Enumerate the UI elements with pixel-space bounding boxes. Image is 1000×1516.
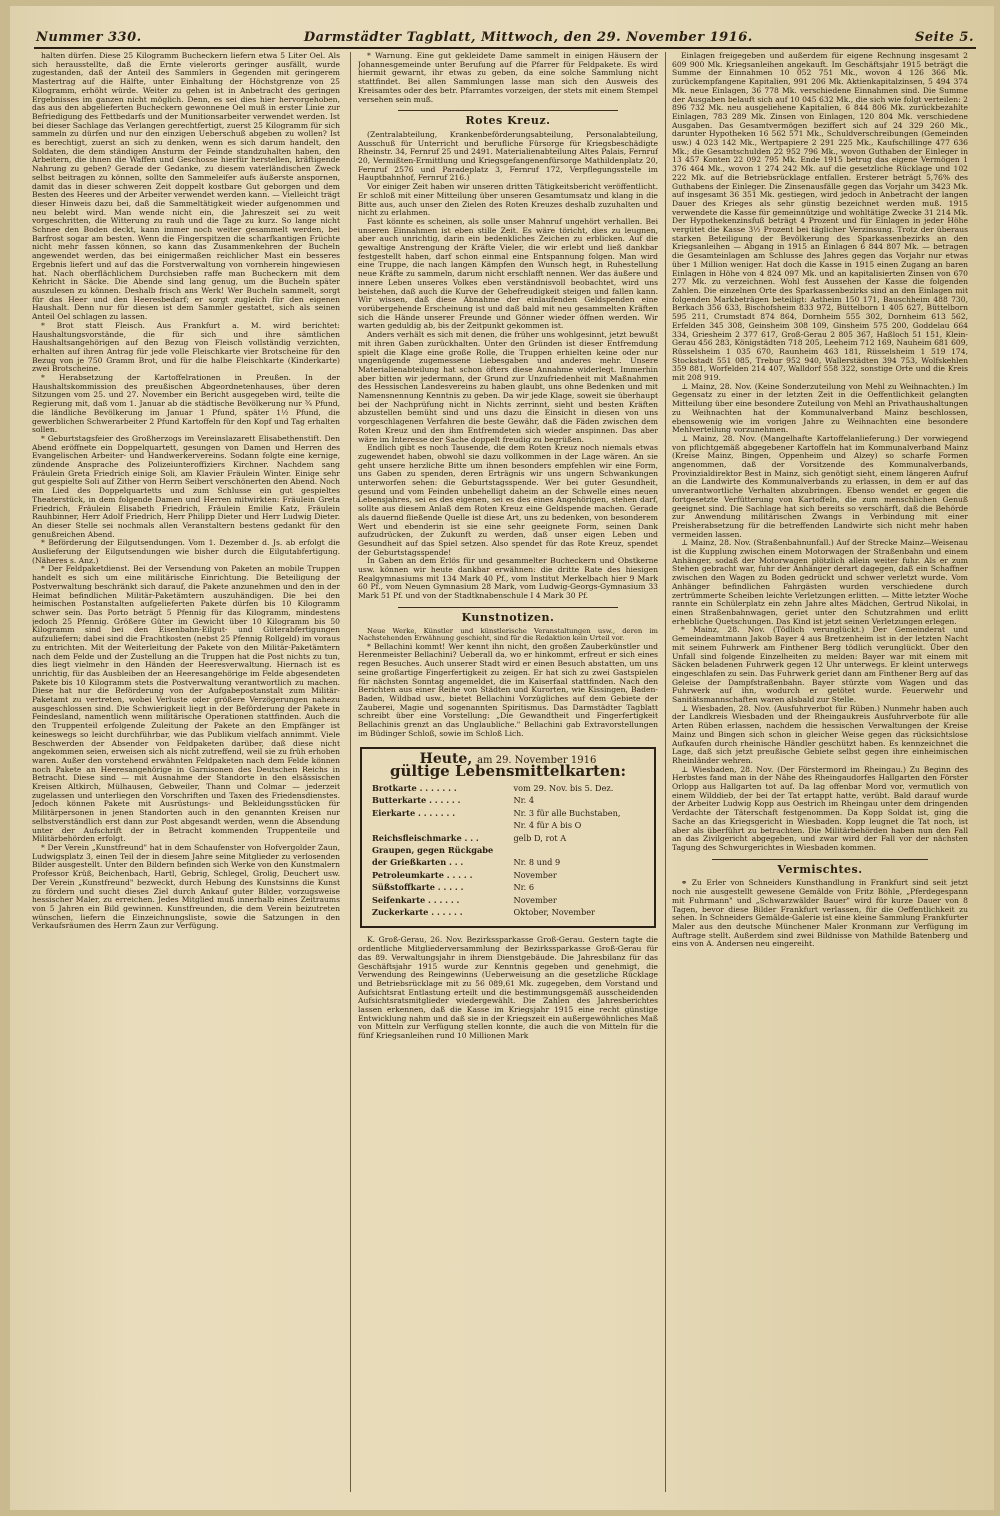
column-middle (358, 52, 658, 1492)
article-wiesbaden-foerstermord: ⊥ Wiesbaden, 28. Nov. (Der Förstermord im Rheingau.) Zu Beginn des Herbstes fand man in der Nähe des Rheingaudorfes Hallgarten den Förster Orlopp aus Hallgarten tot auf. Da lag offenbar Mord vor, vermutlich von einem Wilddieb, der bei der Tat ertappt hatte, verübt. Bald darauf wurde der Arbeiter Ludwig Kopp aus Oestrich im Rheingau unter dem dringenden Verdachte der Täterschaft festgenommen. Da Kopp Soldat ist, ging die Sache an das Kriegsgericht in Wiesbaden. Kopp leugnet die Tat noch, ist aber als überführt zu betrachten. Die Militärbehörden haben nun den Fall an das Zivilgericht abgegeben, und zwar wird der Fall vor der nächsten Tagung des Schwurgerichtes in Wiesbaden kommen. (672, 764, 968, 852)
article-feldpaketdienst: * Der Feldpaketdienst. Bei der Versendung von Paketen an mobile Truppen handelt es sich um eine militärische Einrichtung. Die Beteiligung der Postverwaltung beschränkt sich darauf, die Pakete anzunehmen und den in der Heimat befindlichen Militär-Paketämtern auszuhändigen. Die bei den heimischen Postanstalten aufgelieferten Pakete dürfen bis 10 Kilogramm schwer sein. Das Porto beträgt 5 Pfennig für das Kilogramm, mindestens jedoch 25 Pfennig. Größere Güter im Gewicht über 10 Kilogramm bis 50 Kilogramm sind bei den Eisenbahn-Eilgut- und Güterabfertigungen aufzuliefern; dabei sind die Frachtkosten (nebst 25 Pfennig Rollgeld) im voraus zu entrichten. Mit der Weiterleitung der Pakete von den Militär-Paketämtern nach dem Felde und der Zustellung an die Truppen hat die Post nichts zu tun, dies liegt vielmehr in den Händen der Heeresverwaltung. Hiernach ist es unrichtig, für das Ausbleiben der an Heeresangehörige im Felde abgesendeten Pakete bis 10 Kilogramm stets die Postverwaltung verantwortlich zu machen. Diese hat nur die Beförderung von der Aufgabepostanstalt zum Militär-Paketamt zu vertreten, wobei Verluste oder größere Verzögerungen nahezu ausgeschlossen sind. Die Schwierigkeit liegt in der Beförderung der Pakete in Feindesland, namentlich wenn militärische Operationen stattfinden. Auch die den Truppenteil erfolgende Zuleitung der Pakete an den Empfänger ist keineswegs so leicht durchführbar, wie das Publikum vielfach annimmt. Viele Beschwerden der Absender von Feldpaketen darüber, daß diese nicht angekommen seien, erweisen sich als nicht zutreffend, weil sie zu früh erhoben waren. Außer den vorstehend erwähnten Feldpaketen nach dem Felde können noch Pakete an Heeresangehörige in Garnisonen des Deutschen Reichs in Betracht. Diese sind — mit Ausnahme der Standorte in den elsässischen Kreisen Altkirch, Mülhausen, Gebweiler, Thann und Colmar — jederzeit zugelassen und unterliegen den Vorschriften und Taxen des Friedensdienstes. Jedoch können Pakete mit Ausrüstungs- und Bekleidungsstücken für Militärpersonen in jenen Standorten auch in den genannten Kreisen nur selbstverständlich erst dann zur Post abgesandt werden, wenn die Absendung unter der Aufschrift der in Betracht kommenden Truppenteile und Militärbehörden erfolgt. (32, 564, 340, 844)
article-warnung: * Warnung. Eine gut gekleidete Dame sammelt in einigen Häusern der Johannesgemeinde unter Berufung auf die Pfarrer für Feldpakete. Es wird hiermit gewarnt, ihr etwas zu geben, da eine solche Sammlung nicht stattfindet. Bei allen Sammlungen lasse man sich den Ausweis des Kreisamtes oder des betr. Pfarramtes vorzeigen, der stets mit einem Stempel versehen sein muß. (358, 52, 658, 104)
ration-card-row (372, 894, 644, 906)
ration-card-row (372, 869, 644, 881)
ration-card-row (372, 819, 644, 831)
article-kartoffelrationen: * Herabsetzung der Kartoffelrationen in Preußen. In der Haushaltskommission des preußischen Abgeordnetenhauses, über deren Sitzungen vom 25. und 27. November ein Bericht ausgegeben wird, teilte die Regierung mit, daß vom 1. Januar ab die städtische Bevölkerung nur ¾ Pfund, die ländliche Bevölkerung im Januar 1 Pfund, später 1½ Pfund, die gewerblichen Schwerarbeiter 2 Pfund Kartoffeln für den Kopf und Tag erhalten sollen. (32, 373, 340, 435)
ration-card-value (513, 844, 644, 856)
ration-card-label: der Grießkarten . . . (372, 857, 464, 868)
ration-card-value: Nr. 4 (513, 795, 535, 806)
ration-card-row (372, 844, 644, 856)
ration-card-row (372, 906, 644, 918)
article-mainz-strassenbahnunfall: ⊥ Mainz, 28. Nov. (Straßenbahnunfall.) Auf der Strecke Mainz—Weisenau ist die Kupplung zwischen einem Motorwagen der Straßenbahn und einem Anhänger, sodaß der Motorwagen plötzlich allein weiter fuhr. Als er zum Stehen gebracht war, fuhr der Anhänger derart dagegen, daß ein Schaffner zwischen den Wagen zu Boden gedrückt und schwer verletzt wurde. Vom Anhänger befindlichen Fahrgästen wurden verschiedene durch zertrümmerte Scheiben leichte Verletzungen erlitten. — Mitte letzter Woche rannte ein Schülerplatz ein zehn Jahre altes Mädchen, Gertrud Nikolai, in einen Straßenbahnwagen, geriet unter den Schutzrahmen und erlitt erhebliche Quetschungen. Das Kind ist jetzt seinen Verletzungen erlegen. (672, 538, 968, 626)
ration-card-value: Nr. 3 für alle Buchstaben, (513, 807, 621, 818)
ration-card-label: Seifenkarte . . . . . . (372, 894, 460, 905)
article-sparkasse-continued: Einlagen freigegeben und außerdem für eigene Rechnung insgesamt 2 609 900 Mk. Kriegsanleihen angekauft. Im Geschäftsjahr 1915 beträgt die Summe der Einnahmen 10 052 751 Mk., wovon 4 126 366 Mk. zurückempfangene Kapitalien, 991 206 Mk. Aktienkapitalzinsen, 5 494 374 Mk. neue Einlagen, 36 778 Mk. verschiedene Einnahmen sind. Die Summe der Ausgaben belauft sich auf 10 045 632 Mk., die sich wie folgt verteilen: 2 896 732 Mk. neu ausgeliehene Kapitalien, 6 844 806 Mk. zurückbezahlte Einlagen, 783 289 Mk. Zinsen von Einlagen, 120 804 Mk. verschiedene Ausgaben. Das Gesamtvermögen beziffert sich auf 24 329 260 Mk., darunter Hypotheken 16 562 571 Mk., Schuldverschreibungen (Gemeinden usw.) 4 023 142 Mk., Wertpapiere 2 291 225 Mk., Kaufschillinge 477 636 Mk.; die Gesamtschulden 22 952 796 Mk., wovon Guthaben der Einleger in 13 457 Konten 22 092 795 Mk. Ende 1915 betrug das eigene Vermögen 1 376 464 Mk., wovon 1 274 242 Mk. auf die gesetzliche Rücklage und 102 222 Mk. auf die Betriebsrücklage entfallen. Ersterer beträgt 5,76% des Guthabens der Einleger. Die Zinsenausfälle gegen das Vorjahr um 3423 Mk. auf insgesamt 36 351 Mk. gestiegen, wird jedoch in Anbetracht der langen Dauer des Krieges als sehr günstig bezeichnet werden muß. 1915 verwendete die Kasse für gemeinnützige und wohltätige Zwecke 31 214 Mk. Der Hypothekenzinsfuß beträgt 4 Prozent und für Einlagen in jeder Höhe vergütet die Kasse 3½ Prozent bei täglicher Verzinsung. Trotz der überaus starken Beteiligung der Bevölkerung des Sparkassenbezirks an den Kriegsanleihen — Abgang in 1915 an Einlagen 6 844 807 Mk. — betragen die Gesamteinlagen am Schlusse des Jahres gegen das Vorjahr nur etwas über 1 Million weniger. Hat doch die Kasse in 1915 einen Zugang an baren Einlagen in Höhe von 4 824 097 Mk. und an kapitalisierten Zinsen von 670 277 Mk. zu verzeichnen. Wohl fest Aussehen der Kasse die folgenden Zahlen. Die einzelnen Orte des Sparkassenbezirks sind an den Einlagen mit folgenden Markbeträgen beteiligt: Astheim 150 171, Bauschheim 488 730, Berkach 356 633, Bischofsheim 833 972, Büttelborn 1 405 627, Büttelborn 595 211, Crumstadt 874 864, Dornheim 555 302, Dornheim 613 562, Erfelden 345 308, Geinsheim 308 109, Ginsheim 575 200, Goddelau 664 334, Griesheim 2 377 617, Groß-Gerau 2 805 367, Haßloch 51 151, Klein-Gerau 456 283, Königstädten 718 205, Leeheim 712 169, Nauheim 681 609, Rüsselsheim 1 035 670, Raunheim 463 181, Rüsselsheim 1 519 174, Stockstadt 551 085, Trebur 952 940, Wallerstädten 394 753, Wolfskehlen 359 881, Worfelden 214 407, Walldorf 558 322, sonstige Orte und die Kreis mit 208 919. (672, 52, 968, 383)
rotes-kreuz-paragraph: Anders verhält es sich mit denen, die früher uns wohlgesinnt, jetzt bewußt mit ihren Gaben zurückhalten. Unter den Gründen ist dieser Entfremdung spielt die Klage eine große Rolle, die Truppen erhielten keine oder nur ungenügende zugemessene Liebesgaben und anderes mehr. Unsere Materialienabteilung hat schon öfters diese Annahme widerlegt. Immerhin aber bitten wir jedermann, der Grund zur Unzufriedenheit mit Maßnahmen des Hessischen Landesvereins zu haben glaubt, uns ohne Bedenken und mit Namensnennung Kenntnis zu geben. Da wir jede Klage, soweit sie überhaupt bei der Nachprüfung nicht in Nichts zerrinnt, sieht und besten Kräften abzustellen bemüht sind und uns dazu die Einsicht in diesen von uns vorgeschlagenen Verfahren die beste Gewähr, daß die Fäden zwischen dem Roten Kreuz und den ihm Entfremdeten sich wieder anspinnen. Das aber wäre im Interesse der Sache doppelt freudig zu begrüßen. (358, 330, 658, 444)
ration-card-row (372, 807, 644, 819)
ration-card-row (372, 832, 644, 844)
column-left (32, 52, 340, 1492)
ration-card-value: November (513, 894, 557, 905)
ration-card-label (372, 819, 513, 831)
ration-card-value: vom 29. Nov. bis 5. Dez. (513, 782, 614, 793)
ration-card-value: Nr. 4 für A bis O (513, 820, 582, 831)
ration-card-label: Graupen, gegen Rückgabe (372, 844, 494, 855)
article-gross-gerau-sparkasse: K. Groß-Gerau, 26. Nov. Bezirkssparkasse Groß-Gerau. Gestern tagte die ordentliche Mitgliederversammlung der Bezirkssparkasse Groß-Gerau für das 89. Verwaltungsjahr in ihrem Dienstgebäude. Die Jahresbilanz für das Geschäftsjahr 1915 wurde zur Kenntnis gegeben und genehmigt, die Verwendung des Reingewinns (Ueberweisung an die gesetzliche Rücklage und Betriebsrücklage mit zu 56 089,61 Mk. zugegeben, dem Vorstand und Aufsichtsrat Entlastung erteilt und die bestimmungsgemäß ausscheidenden Aufsichtsratsmitglieder wiedergewählt. Die Zahlen des Jahresberichtes lassen erkennen, daß die Kasse im Kriegsjahr 1915 eine recht günstige Entwicklung nahm und daß sie in der Kriegszeit ein außergewöhnliches Maß von Mitteln zur Verfügung stellen konnte, die auch die von Mitteln für die fünf Kriegsanleihen rund 10 Millionen Mark (358, 935, 658, 1041)
ration-card-value: Nr. 6 (513, 882, 535, 893)
article-mainz-kartoffeln: ⊥ Mainz, 28. Nov. (Mangelhafte Kartoffelanlieferung.) Der vorwiegend von pflichtgemäß abgegebener Kartoffeln hat im Kommunalverband Mainz (Kreise Mainz, Bingen, Oppenheim und Alzey) so scharfe Formen angenommen, daß der Vorsitzende des Kommunalverbands, Provinzialdirektor Best in Mainz, sich genötigt sieht, einem längeren Aufruf an die Landwirte des Kommunalverbands zu erlassen, in dem er auf das unverantwortliche Verhalten abzubringen. Ebenso wendet er gegen die fortgesetzte Verfütterung von Kartoffeln, die zum menschlichen Genuß geeignet sind. Die Sachlage hat sich bereits so verschärft, daß die Behörde zur Anwendung militärischen Zwangs in Verbindung mit einer Preisherabsetzung für die betreffenden Landwirte sich nicht mehr haben vermeiden lassen. (672, 433, 968, 539)
box-subtitle: gültige Lebensmittelkarten: (389, 762, 627, 781)
ration-card-label: Brotkarte . . . . . . . (372, 782, 457, 793)
rotes-kreuz-paragraph: Endlich gibt es noch Tausende, die dem Roten Kreuz noch niemals etwas zugewendet haben, obwohl sie dazu vollkommen in der Lage wären. An sie geht unsere herzliche Bitte um ihnen besonders empfehlen wir eine Form, uns Gaben zu spenden, deren Erträgnis wir uns ungern Schwankungen unterworfen sehen: die Geburtstagsspende. Wer bei guter Gesundheit, gesund und vom Feinden unbehelligt daheim an der Schwelle eines neuen Lebensjahres, sei es des eigenen, sei es des eines Angehörigen, stehen darf, sollte aus diesem Anlaß dem Roten Kreuz eine Geldspende machen. Gerade als dauernd fließende Quelle ist diese Art, uns zu bedenken, von besonderem Wert und ebenderin ist sie eine sehr geeignete Form, seinen Dank aufzudrücken, der Zukunft zu werden, daß unser eigen Leben und Gesundheit auf das Spiel setzen. Also spendet für das Rote Kreuz, spendet der Geburtstagsspende! (358, 443, 658, 557)
article-bucheckern: halten dürfen. Diese 25 Kilogramm Bucheckern liefern etwa 5 Liter Oel. Als sich herausstellte, daß die Ernte vielerorts geringer ausfällt, wurde zugestanden, daß der Anteil des Sammlers in Gegenden mit geringerem Mastertrag auf die Hälfte, unter Einhaltung der Höchstgrenze von 25 Kilogramm, erhöht würde. Weiter zu gehen ist in Anbetracht des geringen Ergebnisses im ganzen nicht möglich. Denn, es sei dies hier hervorgehoben, das aus den abgelieferten Bucheckern gewonnene Oel muß in erster Linie zur Befriedigung des Fettbedarfs und der Munitionsarbeiter verwendet werden. Ist bei dieser Sachlage das Verlangen gerechtfertigt, zuerst 25 Kilogramm für sich sammeln zu dürfen und nur den einzigen Ueberschuß abgeben zu wollen? Ist es berechtigt, zuerst an sich zu denken, wenn es sich darum handelt, den Soldaten, die dem ständigen Ansturm der Feinde standzuhalten haben, den Arbeitern, die ihnen die Waffen und Geschosse hierfür herstellen, kräftigende Nahrung zu geben? Gerade der Gedanke, zu diesem vaterländischen Zweck selbst beitragen zu können, sollte den Sammeleifer aufs äußerste anspornen, damit das in dieser schweren Zeit doppelt kostbare Gut geborgen und dem Besten des Heeres und der Arbeiter verwendet werden kann. — Vielleicht trägt dieser Hinweis dazu bei, daß die Sammeltätigkeit wieder aufgenommen und neu belebt wird. Man wende nicht ein, die Jahreszeit sei zu weit vorgeschritten, die Witterung zu rauh und die Tage zu kurz. So lange nicht Schnee den Boden deckt, kann immer noch weiter gesammelt werden, bei Barfrost sogar am besten. Wenn die Fingerspitzen die scharfkantigen Früchte nicht mehr fassen können, so kann das Zusammenkehren der Bucheln angewendet werden, das bei einigermaßen reichlicher Mast ein besseres Ergebnis liefert und auf das die Forstverwaltung von vornherein hingewiesen hat. Nach oberflächlichem Durchsieben raffe man Bucheckern mit dem Kehricht in Säcke. Die Abende sind lang genug, um die Bucheln später auszulesen zu können. Deshalb frisch ans Werk! Wer Bucheln sammelt, sorgt für das Heer und den Heeresbedarf; er sorgt zugleich für den eigenen Haushalt. Denn nur für diesen ist dem Sammler gestattet, sich als seinen Anteil Oel schlagen zu lassen. (32, 52, 340, 322)
ration-card-value: November (513, 869, 557, 880)
ration-card-row (372, 856, 644, 868)
ration-card-table (372, 782, 644, 918)
rotes-kreuz-paragraph: In Gaben an dem Erlös für und gesammelter Bucheckern und Obstkerne usw. können wir heute dankbar erwähnen: die dritte Rate des hiesigen Realgymnasiums mit 134 Mark 40 Pf., vom Institut Merkelbach hier 9 Mark 60 Pf., vom Neuen Gymnasium 28 Mark, vom Ludwig-Georgs-Gymnasium 33 Mark 51 Pf. und von der Stadtknabenschule I 4 Mark 30 Pf. (358, 556, 658, 601)
article-mainz-verunglueckt: * Mainz, 28. Nov. (Tödlich verunglückt.) Der Gemeinderat und Gemeindeamtmann Jakob Bayer 4 aus Bretzenheim ist in der letzten Nacht mit seinem Fuhrwerk am Finthener Berg tödlich verunglückt. Über den Unfall sind folgende Einzelheiten zu melden: Bayer war mit einem mit Säcken beladenen Fuhrwerk gegen 12 Uhr unterwegs. Er kleint unterwegs eingeschlafen zu sein. Das Fuhrwerk geriet dann am Finthener Berg auf das Geleise der Dampfstraßenbahn. Bayer stürzte vom Wagen und das Fuhrwerk auf ihn, wodurch er getötet wurde. Feuerwehr und Sanitätsmannschaften waren alsbald zur Stelle. (672, 625, 968, 705)
section-separator (398, 607, 618, 608)
ration-card-value: Nr. 8 und 9 (513, 857, 561, 868)
ration-card-label: Süßstoffkarte . . . . . (372, 882, 464, 893)
ration-card-label: Eierkarte . . . . . . . (372, 807, 456, 818)
issue-number: Nummer 330. (36, 29, 142, 45)
section-separator (398, 110, 618, 111)
article-wiesbaden-ausfuhrverbot: ⊥ Wiesbaden, 28. Nov. (Ausfuhrverbot für Rüben.) Nunmehr haben auch der Landkreis Wiesbaden und der Rheingaukreis Ausfuhrverbote für alle Arten Rüben erlassen, nachdem die hessischen Verwaltungen der Kreise Mainz und Bingen sich schon in gleicher Weise gegen das rücksichtslose Aufkaufen durch rheinische Händler geschützt haben. Es kennzeichnet die Lage, daß sich jetzt preußische Gebiete selbst gegen ihre einheimischen Rheinländer wehren. (672, 703, 968, 765)
article-geburtstagsfeier: * Geburtstagsfeier des Großherzogs im Vereinslazarett Elisabethenstift. Den Abend eröffnete ein Doppelquartett, gesungen von Damen und Herren des Evangelischen Arbeiter- und Handwerkervereins. Sodann folgte eine kernige, zündende Ansprache des Polizeiunteroffiziers Kirchner. Nachdem sang Fräulein Greta Friedrich einige Soli, am Klavier Fräulein Winter. Einige sehr gut gespielte Soli auf Zither von Herrn Seibert verschönerten den Abend. Noch ein Lied des Doppelquartetts und zum Schlusse ein gut gespieltes Theaterstück, in dem folgende Damen und Herren mitwirkten: Fräulein Greta Friedrich, Fräulein Elisabeth Friedrich, Fräulein Emilie Katz, Fräulein Rauhbinner, Herr Adolf Friedrich, Herr Philipp Dieter und Herr Ludwig Dieter. An dieser Stelle sei nochmals allen Veranstaltern bestens gedankt für den genußreichen Abend. (32, 433, 340, 539)
article-bellachini: * Bellachini kommt! Wer kennt ihn nicht, den großen Zauberkünstler und Herenmeister Bellachini? Ueberall da, wo er hinkommt, erfreut er sich eines regen Besuches. Auch unserer Stadt wird er einen Besuch abstatten, um uns seine großartige Fingerfertigkeit zu zeigen. Er hat sich zu zwei Gastspielen für nächsten Sonntag angemeldet, die im Kaiserfaal stattfinden. Nach den Berichten aus einer Reihe von Städten und Kurorten, wie Kissingen, Baden-Baden, Wildbad usw., bietet Bellachini Vorzügliches auf dem Gebiete der Zauberei, Magie und sogenannten Spiritismus. Das Darmstädter Tagblatt schreibt über eine Vorstellung: „Die Gewandtheit und Fingerfertigkeit Bellachinis grenzt an das Unglaubliche." Bellachini gab Extravorstellungen im Büdinger Schloß, sowie im Schloß Lich. (358, 641, 658, 738)
newspaper-title: Darmstädter Tagblatt, Mittwoch, den 29. November 1916. (303, 29, 753, 45)
box-title: Heute, am 29. November 1916 (419, 750, 597, 767)
article-kunstfreund: * Der Verein „Kunstfreund" hat in dem Schaufenster von Hofvergolder Zaun, Ludwigsplatz 3, einen Teil der in diesem Jahre seine Mitglieder zu verlosenden Bilder ausgestellt. Unter den Bildern befinden sich Werke von den Kunstmalern Professor Krüß, Beichenbach, Hartl, Gebrig, Schlegel, Grolig, Deuchert usw. Der Verein „Kunstfreund" bezweckt, durch Hebung des Kunstsinns die Kunst zu fördern und sucht dieses Ziel durch Ankauf guter Bilder, vorzugsweise hessischer Maler, zu erreichen. Jedes Mitglied muß innerhalb eines Zeitraums von 5 Jahren ein Bild gewinnen. Kunstfreunden, die dem Verein beizutreten wünschen, liefern die Einzeichnungsliste, sowie die Satzungen in den Verkaufsräumen des Herrn Zaun zur Verfügung. (32, 842, 340, 931)
page-number: Seite 5. (915, 29, 974, 45)
ration-card-label: Reichsfleischmarke . . . (372, 832, 479, 843)
article-kunsthandlung: ⚭ Zu Erler von Schneiders Kunsthandlung in Frankfurt sind seit jetzt noch nie ausgestellt gewesene Gemälde von Fritz Böhle, „Pferdegespann mit Fuhrmann" und „Schwarzwälder Bauer" wird für kurze Dauer von 8 Tagen, bevor diese Bilder Frankfurt verlassen, für die Oeffentlichkeit zu sehen. In Schneiders Gemälde-Galerie ist eine kleine Sammlung Frankfurter Maler aus den deutsche Münchener Maler Kronmann zur Verfügung im Auftrage stellt. Außerdem sind zwei Bildnisse von Mathilde Batenberg und eins von A. Andersen neu eingereiht. (672, 878, 968, 949)
section-heading-rotes-kreuz: Rotes Kreuz. (465, 114, 551, 128)
kunstnotizen-disclaimer: Neue Werke, Künstler und künstlerische Veranstaltungen usw., deren im Nachstehenden Erwähnung geschieht, sind für die Redaktion kein Urteil vor. (358, 626, 658, 643)
box-date: am 29. November 1916 (477, 754, 597, 766)
ration-card-row (372, 794, 644, 806)
masthead (36, 28, 974, 46)
ration-card-value: Oktober, November (513, 906, 595, 917)
ration-card-value: gelb D, rot A (513, 832, 567, 843)
column-divider (665, 52, 666, 1492)
rotes-kreuz-addresses: (Zentralabteilung, Krankenbeförderungsabteilung, Personalabteilung, Ausschuß für Unterricht und berufliche Fürsorge für Kriegsbeschädigte Rheinstr. 34, Fernruf 25 und 2491. Materialienabteilung Altes Palais, Fernruf 20, Vermißten-Ermittlung und Kriegsgefangenenfürsorge Mathildenplatz 20, Fernruf 2576 und Paradeplatz 3, Fernruf 172, Verpflegungsstelle im Hauptbahnhof, Fernruf 216.) (358, 129, 658, 183)
food-ration-cards-box (360, 747, 656, 929)
column-divider (350, 52, 351, 1492)
article-brot-statt-fleisch: * Brot statt Fleisch. Aus Frankfurt a. M. wird berichtet: Haushaltungsvorstände, die für sich und ihre sämtlichen Haushaltsangehörigen auf den Bezug von Fleisch vollständig verzichten, erhalten auf ihren Antrag für jede volle Fleischkarte vier Brotscheine für den Bezug von je 750 Gramm Brot, und für die halbe Fleischkarte (Kinderkarte) zwei Brotscheine. (32, 320, 340, 374)
article-eilgutsendungen: * Beförderung der Eilgutsendungen. Vom 1. Dezember d. Js. ab erfolgt die Auslieferung der Eilgutsendungen wie bisher durch die Eilgutabfertigung. (Näheres s. Anz.) (32, 538, 340, 565)
ration-card-row (372, 881, 644, 893)
ration-card-label: Zuckerkarte . . . . . . (372, 906, 463, 917)
column-right (672, 52, 968, 1492)
masthead-rule (34, 47, 976, 49)
section-heading-kunstnotizen: Kunstnotizen. (461, 610, 555, 624)
section-heading-vermischtes: Vermischtes. (777, 862, 863, 876)
rotes-kreuz-paragraph: Vor einiger Zeit haben wir unseren dritten Tätigkeitsbericht veröffentlicht. Er schloß mit einer Mitteilung über unseren Gesamtumsatz und klang in die Bitte aus, auch unser den Zielen des Roten Kreuzes deshalb zuzuhalten und nicht zu erlahmen. (358, 182, 658, 218)
article-mainz-mehl: ⊥ Mainz, 28. Nov. (Keine Sonderzuteilung von Mehl zu Weihnachten.) Im Gegensatz zu einer in der letzten Zeit in die Oeffentlichkeit gelangten Mitteilung über eine besondere Zuteilung von Mehl an Privathaushaltungen zu Weihnachten hat der Kommunalverband Mainz beschlossen, ebensowenig wie im vorigen Jahre zu Weihnachten eine besondere Mehlverteilung vorzunehmen. (672, 381, 968, 435)
section-separator (712, 859, 928, 860)
ration-card-label: Petroleumkarte . . . . . (372, 869, 473, 880)
ration-card-label: Butterkarte . . . . . . (372, 795, 461, 806)
ration-card-row (372, 782, 644, 794)
rotes-kreuz-paragraph: Fast könnte es scheinen, als solle unser Mahnruf ungehört verhallen. Bei unseren Einnahmen ist eben stille Zeit. Es wäre töricht, dies zu leugnen, aber auch unrichtig, darin ein bedenkliches Zeichen zu erblicken. Auf die gewaltige Anstrengung der Kräfte Vieler, die wir erlebt und ließ dankbar festgestellt haben, darf schon einmal eine Entspannung folgen. Man wird eine Truppe, die nach langen Kämpfen den Wunsch hegt, in Ruhestellung neue Kräfte zu sammeln, darum nicht erschlafft nennen. Wer das äußere und innere Leben unseres Volkes eben verständnisvoll beobachtet, wird uns beistehen, daß auch die Kurve der Gebefreudigkeit steigen und fallen kann. Wir wissen, daß diese Abnahme der einlaufenden Geldspenden eine vorübergehende Erscheinung ist und daß bald mit neu gesammelten Kräften sich die Hände unserer Freunde und Gönner wieder öffnen werden. Wir warten geduldig ab, bis der Zeitpunkt gekommen ist. (358, 216, 658, 331)
